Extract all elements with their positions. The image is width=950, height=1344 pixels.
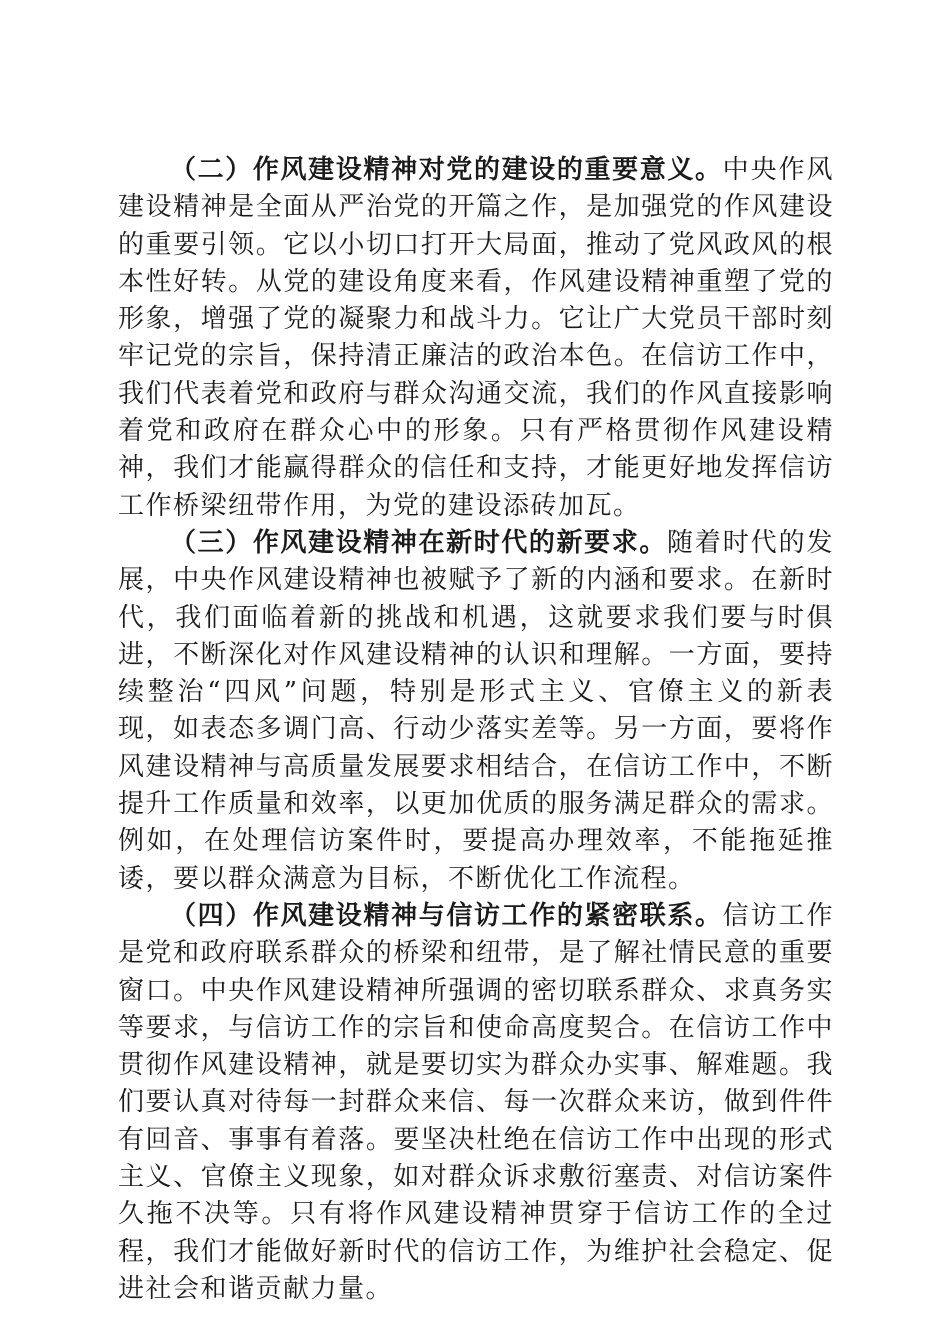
- paragraph-body: 中央作风建设精神是全面从严治党的开篇之作，是加强党的作风建设的重要引领。它以小切口打开大局面，推动了党风政风的根本性好转。从党的建设角度来看，作风建设精神重塑了党的形象，增强了党的凝聚力和战斗力。它让广大党员干部时刻牢记党的宗旨，保持清正廉洁的政治本色。在信访工作中，我们代表着党和政府与群众沟通交流，我们的作风直接影响着党和政府在群众心中的形象。只有严格贯彻作风建设精神，我们才能赢得群众的信任和支持，才能更好地发挥信访工作桥梁纽带作用，为党的建设添砖加瓦。: [118, 155, 834, 521]
- paragraph-heading: （四）作风建设精神与信访工作的紧密联系。: [170, 900, 723, 931]
- paragraph-body: 随着时代的发展，中央作风建设精神也被赋予了新的内涵和要求。在新时代，我们面临着新的挑战和机遇，这就要求我们要与时俱进，不断深化对作风建设精神的认识和理解。一方面，要持续整治“四风”问题，特别是形式主义、官僚主义的新表现，如表态多调门高、行动少落实差等。另一方面，要将作风建设精神与高质量发展要求相结合，在信访工作中，不断提升工作质量和效率，以更加优质的服务满足群众的需求。例如，在处理信访案件时，要提高办理效率，不能拖延推诿，要以群众满意为目标，不断优化工作流程。: [118, 527, 834, 894]
- paragraph-heading: （三）作风建设精神在新时代的新要求。: [170, 527, 667, 558]
- document-page: [118, 152, 834, 1308]
- paragraph-2: [118, 152, 834, 525]
- paragraph-4: [118, 898, 834, 1308]
- paragraph-body: 信访工作是党和政府联系群众的桥梁和纽带，是了解社情民意的重要窗口。中央作风建设精神所强调的密切联系群众、求真务实等要求，与信访工作的宗旨和使命高度契合。在信访工作中贯彻作风建设精神，就是要切实为群众办实事、解难题。我们要认真对待每一封群众来信、每一次群众来访，做到件件有回音、事事有着落。要坚决杜绝在信访工作中出现的形式主义、官僚主义现象，如对群众诉求敷衍塞责、对信访案件久拖不决等。只有将作风建设精神贯穿于信访工作的全过程，我们才能做好新时代的信访工作，为维护社会稳定、促进社会和谐贡献力量。: [118, 900, 834, 1304]
- paragraph-3: [118, 525, 834, 898]
- paragraph-heading: （二）作风建设精神对党的建设的重要意义。: [170, 155, 723, 185]
